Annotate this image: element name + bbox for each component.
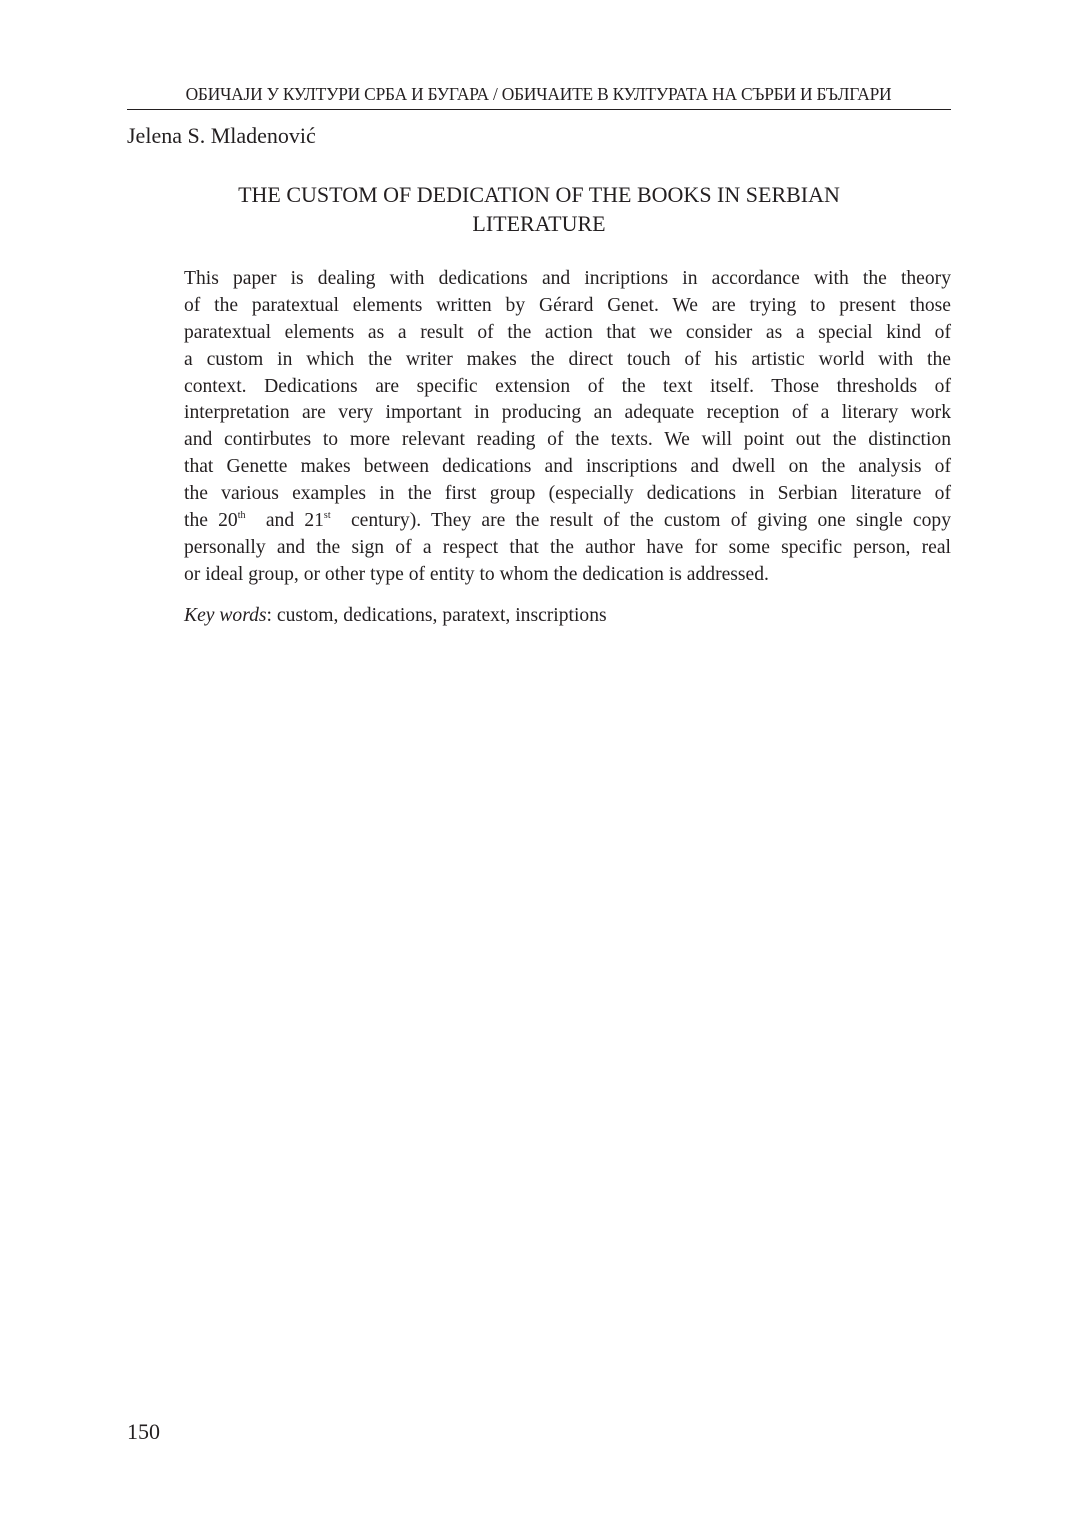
abstract-line-centuries [184,508,951,535]
abstract-line: context. Dedications are specific extension of the text itself. Those thresholds of [184,375,951,397]
abstract-line: a custom in which the writer makes the direct touch of his artistic world with the [184,348,951,370]
abstract-line: and contirbutes to more relevant reading of the texts. We will point out the distinction [184,429,951,451]
abstract-text: the 20 [184,510,238,532]
abstract-line: paratextual elements as a result of the action that we consider as a special kind of [184,321,951,343]
abstract-line-last: or ideal group, or other type of entity to whom the dedication is addressed. [184,563,769,585]
abstract-line: This paper is dealing with dedications and incriptions in accordance with the theory [184,268,951,289]
running-head: ОБИЧАЈИ У КУЛТУРИ СРБА И БУГАРА / ОБИЧАИТЕ В КУЛТУРАТА НА СЪРБИ И БЪЛГАРИ [185,84,892,104]
abstract-line: of the paratextual elements written by Gérard Genet. We are trying to present those [184,294,951,316]
abstract [184,266,951,589]
abstract-line: that Genette makes between dedications and inscriptions and dwell on the analysis of [184,456,951,478]
keywords [184,602,607,629]
superscript-th: th [237,510,246,522]
page-number: 150 [127,1419,160,1444]
article-title-line-2: LITERATURE [472,211,606,236]
article-title-line-1: THE CUSTOM OF DEDICATION OF THE BOOKS IN SERBIAN [238,182,840,207]
keywords-label: Key words [184,605,267,626]
author-name: Jelena S. Mladenović [127,123,316,148]
superscript-st: st [323,510,331,522]
abstract-text: and 21 [245,510,324,532]
keywords-list: : custom, dedications, paratext, inscriptions [266,605,607,626]
article-title [127,180,951,238]
abstract-line: the various examples in the first group (especially dedications in Serbian literature of [184,483,951,505]
header-rule [127,109,951,110]
abstract-text: century). They are the result of the custom of giving one single copy [330,510,951,532]
abstract-line: personally and the sign of a respect that the author have for some specific person, real [184,536,951,558]
abstract-line: interpretation are very important in producing an adequate reception of a literary work [184,402,951,424]
